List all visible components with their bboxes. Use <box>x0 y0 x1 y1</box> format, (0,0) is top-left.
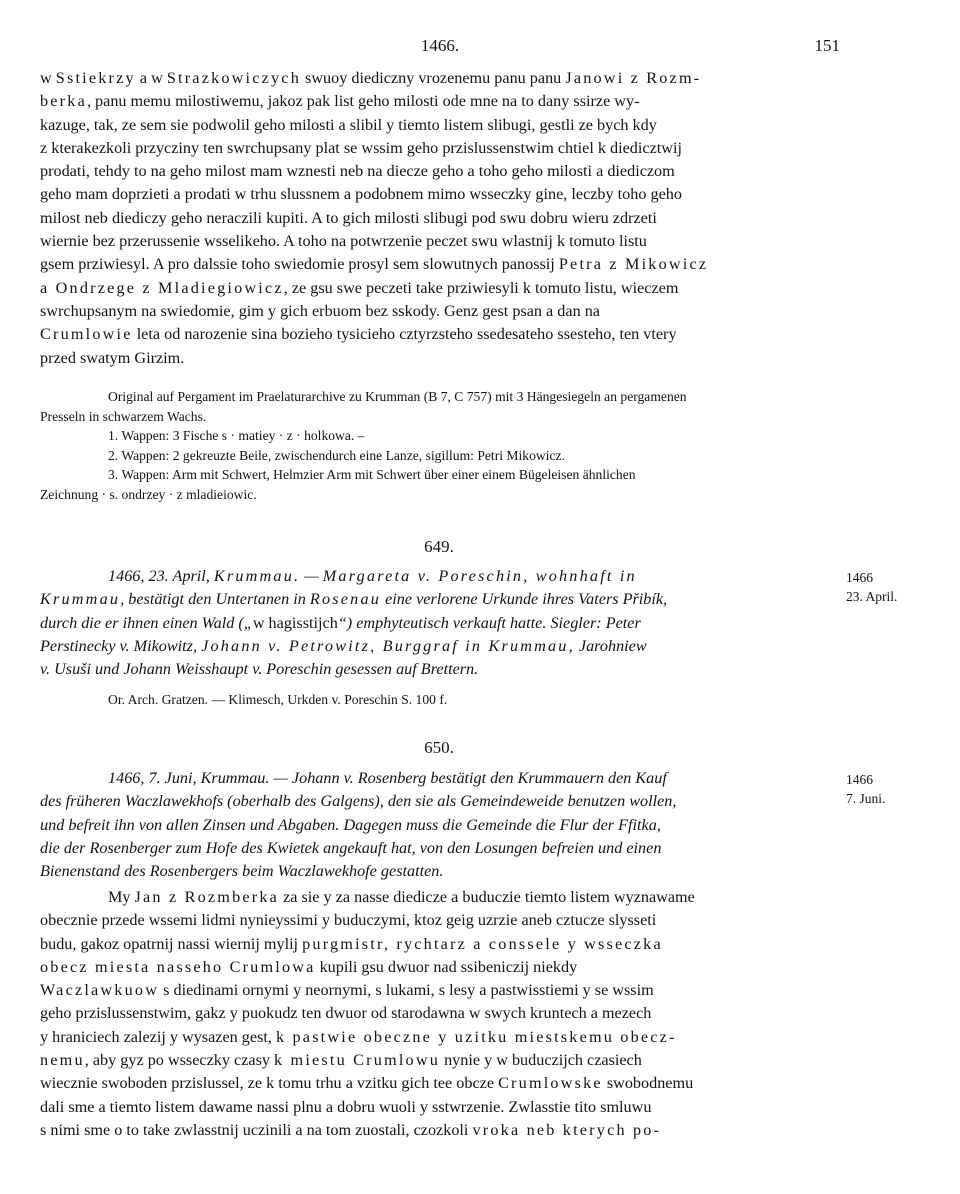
regest-line: Perstinecky v. Mikowitz, Johann v. Petrowitz, Burggraf in Krummau, Jarohniew <box>40 636 647 655</box>
regest-650 <box>40 767 838 883</box>
charter-text-continued <box>40 67 838 370</box>
regest-line: durch die er ihnen einen Wald („w hagisstijch“) emphyteutisch verkauft hatte. Siegler: Peter <box>40 613 641 632</box>
note-line: 1. Wappen: 3 Fische s · matiey · z · holkowa. – <box>108 428 365 443</box>
margin-date-650 <box>846 770 950 808</box>
text-line: a Ondrzege z Mladiegiowicz, ze gsu swe peczeti take prziwiesyli k tomuto listu, wieczem <box>40 278 679 297</box>
note-line: 3. Wappen: Arm mit Schwert, Helmzier Arm mit Schwert über einer einem Bügeleisen ähnlichen <box>108 467 636 482</box>
text-line: wiecznie swoboden przislussel, ze k tomu trhu a vzitku gich tee obcze Crumlowske swobodnemu <box>40 1074 694 1093</box>
text-line: y hraniciech zalezij y wysazen gest, k pastwie obeczne y uzitku miestskemu obecz- <box>40 1027 677 1046</box>
text-line: swrchupsanym na swiedomie, gim y gich erbuom bez sskody. Genz gest psan a dan na <box>40 301 600 320</box>
regest-line: Bienenstand des Rosenbergers beim Waczlawekhofe gestatten. <box>40 862 444 881</box>
margin-year: 1466 <box>846 570 873 585</box>
text-line: berka, panu memu milostiwemu, jakoz pak list geho milosti ode mne na to dany ssirze wy- <box>40 92 640 111</box>
margin-year: 1466 <box>846 772 873 787</box>
margin-day: 23. April. <box>846 589 898 604</box>
text-line: nemu, aby gyz po wsseczky czasy k miestu Crumlowu nynie y w buduczijch czasiech <box>40 1051 642 1070</box>
text-line: z kterakezkoli przycziny ten swrchupsany plat se wssim geho przislussenstwim chtiel k diedicztwij <box>40 138 682 157</box>
margin-day: 7. Juni. <box>846 791 886 806</box>
text-line: Crumlowie leta od narozenie sina bozieho tysicieho cztyrzsteho ssedesateho ssesteho, ten vtery <box>40 325 677 344</box>
text-line: milost neb diediczy geho neraczili kupiti. A to gich milosti slibugi pod swu dobru wieru zdrzeti <box>40 208 657 227</box>
archival-notes <box>40 387 838 504</box>
note-line: 2. Wappen: 2 gekreuzte Beile, zwischendurch eine Lanze, sigillum: Petri Mikowicz. <box>108 447 565 463</box>
text-line: budu, gakoz opatrnij nassi wiernij mylij purgmistr, rychtarz a conssele y wsseczka <box>40 934 663 953</box>
text-line: gsem prziwiesyl. A pro dalssie toho swiedomie prosyl sem slowutnych panossij Petra z Mikowicz <box>40 255 709 274</box>
text-line: kazuge, tak, ze sem sie podwolil geho milosti a slibil y tiemto listem slibugi, gestli ze bych kdy <box>40 115 657 134</box>
text-line: obecznie przede wssemi lidmi nynieyssimi y buduczymi, ktoz geig uzrzie aneb cztucze slysseti <box>40 911 657 930</box>
document-number-649: 649. <box>424 537 454 556</box>
charter-text-650 <box>40 886 838 1142</box>
document-number-650: 650. <box>424 738 454 757</box>
note-line: Original auf Pergament im Praelaturarchive zu Krumman (B 7, C 757) mit 3 Hängesiegeln an pergamenen <box>108 389 687 404</box>
note-line: Presseln in schwarzem Wachs. <box>40 408 207 424</box>
regest-line: v. Usuši und Johann Weisshaupt v. Poreschin gesessen auf Brettern. <box>40 660 479 679</box>
regest-line: 1466, 7. Juni, Krummau. — Johann v. Rosenberg bestätigt den Krummauern den Kauf <box>108 769 667 787</box>
text-line: My Jan z Rozmberka za sie y za nasse diedicze a buduczie tiemto listem wyznawame <box>108 888 695 906</box>
text-line: s nimi sme o to take zwlasstnij uczinili a na tom zuostali, czozkoli vroka neb kterych po- <box>40 1120 662 1139</box>
regest-line: 1466, 23. April, Krummau. — Margareta v. Poreschin, wohnhaft in <box>108 567 637 585</box>
regest-line: des früheren Waczlawekhofs (oberhalb des Galgens), den sie als Gemeindeweide benutzen wollen, <box>40 792 677 811</box>
source-649: Or. Arch. Gratzen. — Klimesch, Urkden v. Poreschin S. 100 f. <box>108 692 448 707</box>
regest-line: Krummau, bestätigt den Untertanen in Rosenau eine verlorene Urkunde ihres Vaters Přibík, <box>40 590 668 609</box>
text-line: w Sstiekrzy a w Strazkowiczych swuoy diediczny vrozenemu panu panu Janowi z Rozm- <box>40 69 702 87</box>
text-line: geho przislussenstwim, gakz y puokudz ten dwuor od starodawna w swych kruntech a mezech <box>40 1004 652 1023</box>
page-number: 151 <box>814 36 840 55</box>
page-header <box>40 36 840 60</box>
text-line: wiernie bez przerussenie wsselikeho. A toho na potwrzenie peczet swu wlastnij k tomuto listu <box>40 232 647 251</box>
text-line: Waczlawkuow s diedinami ornymi y neornymi, s lukami, s lesy a pastwisstiemi y se wssim <box>40 981 654 1000</box>
regest-line: die der Rosenberger zum Hofe des Kwietek angekauft hat, von den Losungen befreien und einen <box>40 838 662 857</box>
margin-date-649 <box>846 568 950 606</box>
header-year: 1466. <box>420 36 460 55</box>
text-line: prodati, tehdy to na geho milost mam wznesti neb na diecze geho a toho geho milosti a diediczom <box>40 162 675 181</box>
text-line: przed swatym Girzim. <box>40 348 185 367</box>
text-line: obecz miesta nasseho Crumlowa kupili gsu dwuor nad ssibeniczij niekdy <box>40 957 578 976</box>
text-line: geho mam doprzieti a prodati w trhu slussnem a podobnem mimo wsseczky gine, leczby toho geho <box>40 185 682 204</box>
text-line: dali sme a tiemto listem dawame nassi plnu a dobru wuoli y sstwrzenie. Zwlasstie tito smluwu <box>40 1097 652 1116</box>
regest-line: und befreit ihn von allen Zinsen und Abgaben. Dagegen muss die Gemeinde die Flur der Ffitka, <box>40 815 661 834</box>
regest-649 <box>40 565 838 681</box>
note-line: Zeichnung · s. ondrzey · z mladieiowic. <box>40 486 257 502</box>
